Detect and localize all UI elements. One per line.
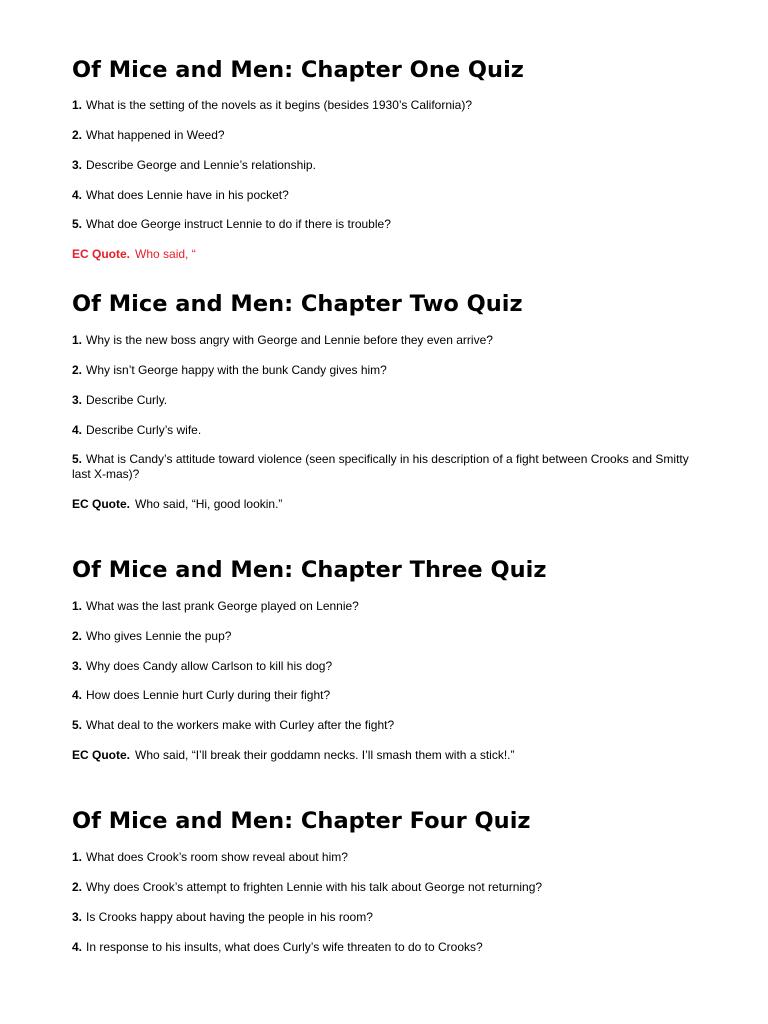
question-text: Is Crooks happy about having the people in his room? — [86, 910, 373, 924]
question-item — [72, 452, 692, 482]
question-number: 4. — [72, 940, 83, 954]
question-text: Describe Curly’s wife. — [86, 423, 202, 437]
question-item — [72, 188, 692, 203]
ec-text: Who said, “I’ll break their goddamn necks. I’ll smash them with a stick!.” — [135, 748, 515, 762]
question-item — [72, 718, 692, 733]
question-text: How does Lennie hurt Curly during their fight? — [86, 688, 331, 702]
question-text: What does Lennie have in his pocket? — [86, 188, 289, 202]
question-item — [72, 688, 692, 703]
quiz-title-chapter-four: Of Mice and Men: Chapter Four Quiz — [72, 808, 531, 834]
question-item — [72, 363, 692, 378]
quiz-title-chapter-three: Of Mice and Men: Chapter Three Quiz — [72, 557, 547, 583]
extra-credit-quote — [72, 748, 692, 763]
question-text: Why does Crook’s attempt to frighten Lennie with his talk about George not returning? — [86, 880, 543, 894]
question-item — [72, 98, 692, 113]
question-text: What happened in Weed? — [86, 128, 225, 142]
question-item — [72, 217, 692, 232]
question-item — [72, 128, 692, 143]
question-text: Why does Candy allow Carlson to kill his dog? — [86, 659, 333, 673]
question-item — [72, 850, 692, 865]
question-number: 3. — [72, 393, 83, 407]
question-text: Describe Curly. — [86, 393, 168, 407]
extra-credit-quote — [72, 497, 692, 512]
extra-credit-quote — [72, 247, 692, 262]
question-item — [72, 333, 692, 348]
question-text: What deal to the workers make with Curley after the fight? — [86, 718, 395, 732]
question-number: 5. — [72, 217, 83, 231]
question-number: 2. — [72, 880, 83, 894]
question-number: 3. — [72, 910, 83, 924]
question-number: 3. — [72, 158, 83, 172]
question-item — [72, 910, 692, 925]
question-item — [72, 393, 692, 408]
question-text: What is Candy’s attitude toward violence (seen specifically in his description of a fight between Crooks and Smitty last X-mas)? — [72, 452, 689, 481]
ec-text: Who said, “ — [135, 247, 196, 261]
question-number: 2. — [72, 128, 83, 142]
question-text: What doe George instruct Lennie to do if there is trouble? — [86, 217, 391, 231]
question-item — [72, 423, 692, 438]
ec-text: Who said, “Hi, good lookin.” — [135, 497, 283, 511]
ec-label: EC Quote. — [72, 748, 131, 762]
question-number: 3. — [72, 659, 83, 673]
question-text: What was the last prank George played on Lennie? — [86, 599, 359, 613]
question-text: What is the setting of the novels as it begins (besides 1930’s California)? — [86, 98, 473, 112]
question-number: 1. — [72, 850, 83, 864]
question-text: Who gives Lennie the pup? — [86, 629, 232, 643]
question-number: 1. — [72, 98, 83, 112]
question-item — [72, 629, 692, 644]
question-number: 1. — [72, 599, 83, 613]
question-number: 4. — [72, 188, 83, 202]
question-number: 4. — [72, 688, 83, 702]
question-item — [72, 659, 692, 674]
question-item — [72, 940, 692, 955]
question-item — [72, 158, 692, 173]
question-number: 4. — [72, 423, 83, 437]
question-text: What does Crook’s room show reveal about him? — [86, 850, 348, 864]
question-text: Describe George and Lennie’s relationship. — [86, 158, 316, 172]
question-number: 2. — [72, 629, 83, 643]
question-text: Why isn’t George happy with the bunk Candy gives him? — [86, 363, 387, 377]
question-item — [72, 880, 692, 895]
ec-label: EC Quote. — [72, 247, 131, 261]
question-number: 5. — [72, 452, 83, 466]
question-text: Why is the new boss angry with George and Lennie before they even arrive? — [86, 333, 493, 347]
question-text: In response to his insults, what does Curly’s wife threaten to do to Crooks? — [86, 940, 483, 954]
question-number: 1. — [72, 333, 83, 347]
question-item — [72, 599, 692, 614]
ec-label: EC Quote. — [72, 497, 131, 511]
quiz-title-chapter-two: Of Mice and Men: Chapter Two Quiz — [72, 291, 523, 317]
quiz-title-chapter-one: Of Mice and Men: Chapter One Quiz — [72, 57, 524, 83]
question-number: 5. — [72, 718, 83, 732]
question-number: 2. — [72, 363, 83, 377]
